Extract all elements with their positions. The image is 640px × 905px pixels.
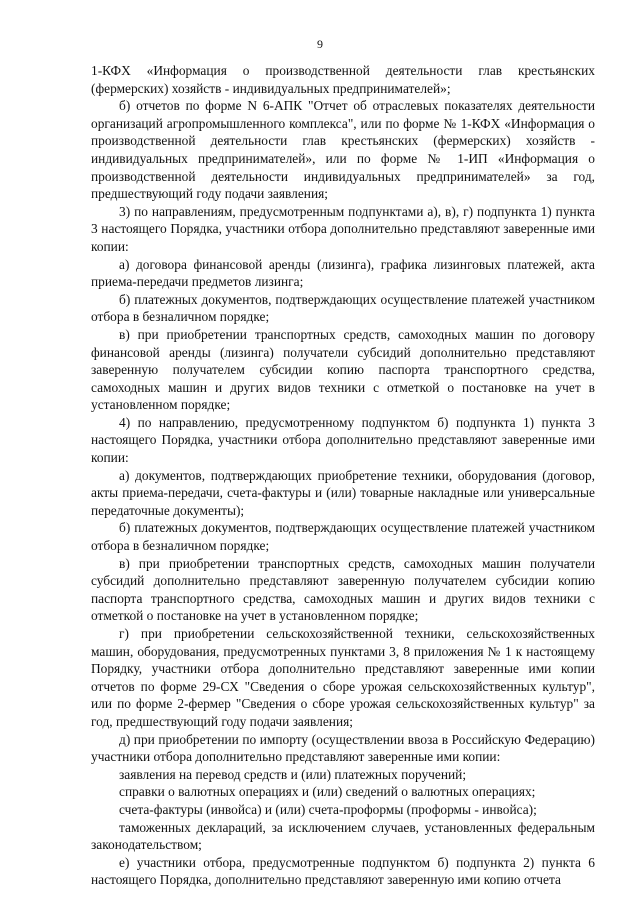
paragraph: а) документов, подтверждающих приобретение техники, оборудования (договор, акты приема-передачи, счета-фактуры и (или) товарные накладные или универсальные передаточные документы); [91,467,595,518]
paragraph: б) платежных документов, подтверждающих осуществление платежей участником отбора в безналичном порядке; [91,291,595,325]
paragraph: в) при приобретении транспортных средств, самоходных машин получатели субсидий дополнительно представляют заверенную получателем субсидии копию паспорта транспортного средства, самоходных машин и других видов техники с отметкой о постановке на учет в установленном порядке; [91,555,595,624]
paragraph: б) платежных документов, подтверждающих осуществление платежей участником отбора в безналичном порядке; [91,520,595,554]
paragraph: в) при приобретении транспортных средств, самоходных машин по договору финансовой аренды (лизинга) получатели субсидий дополнительно представляют заверенную получателем субсидии копию паспорта транспортного средства, самоходных машин и других видов техники с отметкой о постановке на учет в установленном порядке; [91,326,595,413]
paragraph: б) отчетов по форме N 6-АПК "Отчет об отраслевых показателях деятельности организаций агропромышленного комплекса", или по форме № 1-КФХ «Информация о производственной деятельности глав крестьянских (фермерских) хозяйств - индивидуальных предпринимателей», или по форме № 1-ИП «Информация о производственной деятельности индивидуальных предпринимателей» за год, предшествующий году подачи заявления; [91,98,595,202]
page-number: 9 [317,37,323,51]
paragraph: д) при приобретении по импорту (осуществлении ввоза в Российскую Федерацию) участники отбора дополнительно представляют заверенные ими копии: [91,731,595,765]
paragraph: а) договора финансовой аренды (лизинга), графика лизинговых платежей, акта приема-передачи предметов лизинга; [91,256,595,290]
paragraph: 1-КФХ «Информация о производственной деятельности глав крестьянских (фермерских) хозяйств - индивидуальных предпринимателей»; [91,63,595,96]
paragraph: 3) по направлениям, предусмотренным подпунктами а), в), г) подпункта 1) пункта 3 настоящего Порядка, участники отбора дополнительно представляют заверенные ими копии: [91,203,595,254]
document-body [91,62,595,889]
paragraph: таможенных деклараций, за исключением случаев, установленных федеральным законодательством; [91,819,595,853]
paragraph: справки о валютных операциях и (или) сведений о валютных операциях; [119,784,536,800]
paragraph: заявления на перевод средств и (или) платежных поручений; [119,766,467,782]
paragraph: счета-фактуры (инвойса) и (или) счета-проформы (проформы - инвойса); [119,801,537,817]
paragraph: е) участники отбора, предусмотренные подпунктом б) подпункта 2) пункта 6 настоящего Порядка, дополнительно представляют заверенную ими копию отчета [91,854,595,888]
paragraph: г) при приобретении сельскохозяйственной техники, сельскохозяйственных машин, оборудования, предусмотренных пунктами 3, 8 приложения № 1 к настоящему Порядку, участники отбора дополнительно представляют заверенные ими копии отчетов по форме 29-СХ "Сведения о сборе урожая сельскохозяйственных культур", или по форме 2-фермер "Сведения о сборе урожая сельскохозяйственных культур" за год, предшествующий году подачи заявления; [91,626,595,729]
paragraph: 4) по направлению, предусмотренному подпунктом б) подпункта 1) пункта 3 настоящего Порядка, участники отбора дополнительно представляют заверенные ими копии: [91,414,595,466]
